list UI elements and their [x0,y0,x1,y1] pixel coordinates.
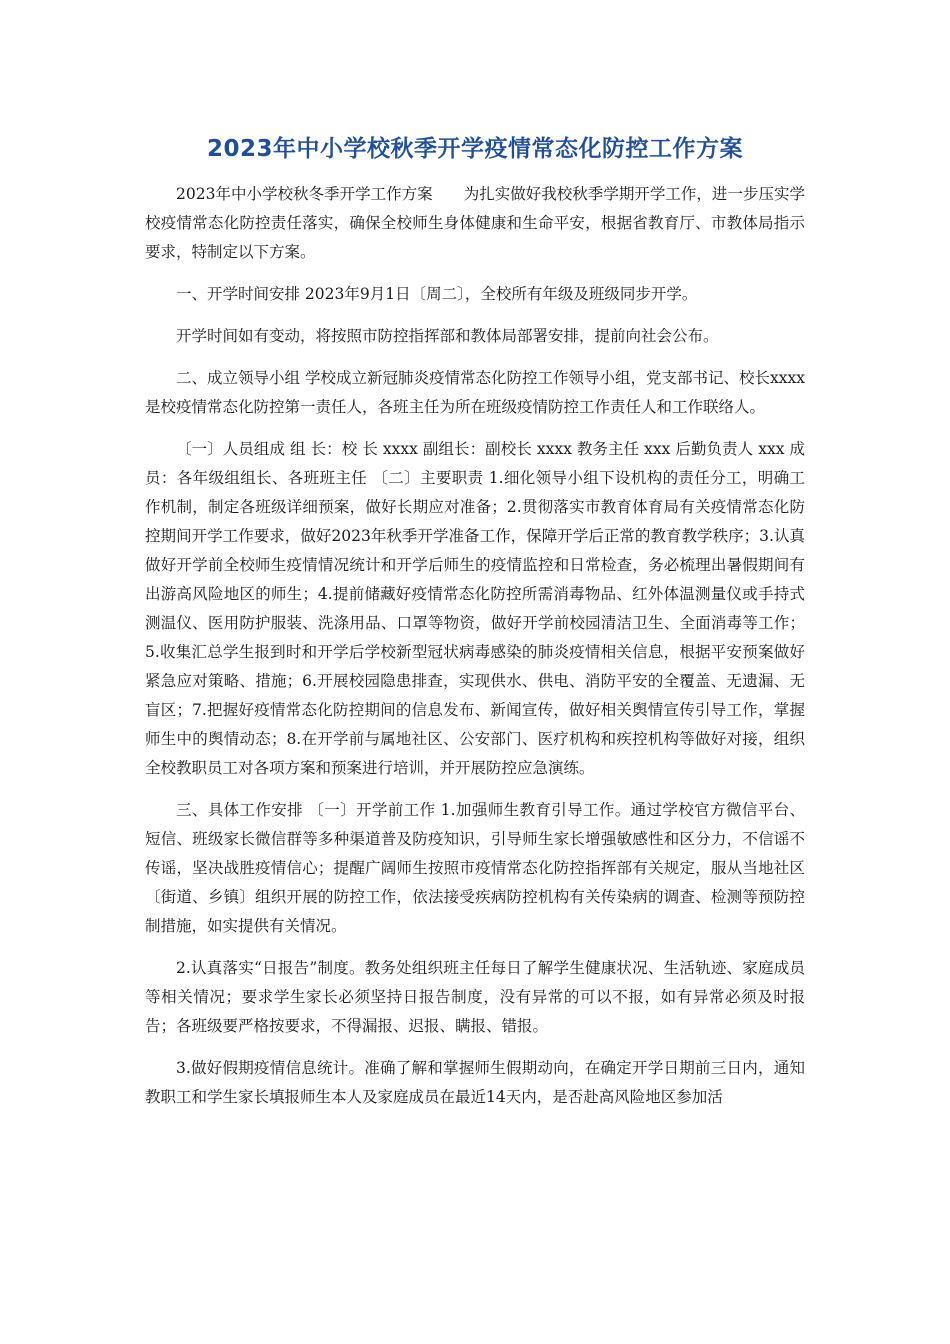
paragraph-holiday-statistics: 3.做好假期疫情信息统计。准确了解和掌握师生假期动向，在确定开学日期前三日内，通知教职工和学生家长填报师生本人及家庭成员在最近14天内，是否赴高风险地区参加活 [145,1059,805,1106]
paragraph-leadership-group: 二、成立领导小组 学校成立新冠肺炎疫情常态化防控工作领导小组，党支部书记、校长xxxx是校疫情常态化防控第一责任人，各班主任为所在班级疫情防控工作责任人和工作联络人。 [145,369,805,416]
paragraph-schedule: 一、开学时间安排 2023年9月1日〔周二〕，全校所有年级及班级同步开学。 [176,285,698,303]
paragraph-schedule-change: 开学时间如有变动，将按照市防控指挥部和教体局部署安排，提前向社会公布。 [176,327,719,345]
paragraph-intro: 2023年中小学校秋冬季开学工作方案 为扎实做好我校秋季学期开学工作，进一步压实学校疫情常态化防控责任落实，确保全校师生身体健康和生命平安，根据省教育厅、市教体局指示要求，特制定以下方案。 [145,185,805,261]
document-title: 2023年中小学校秋季开学疫情常态化防控工作方案 [206,136,743,162]
paragraph-work-arrangement: 三、具体工作安排 〔一〕开学前工作 1.加强师生教育引导工作。通过学校官方微信平台、短信、班级家长微信群等多种渠道普及防疫知识，引导师生家长增强敏感性和区分力，不信谣不传谣，坚决战胜疫情信心；提醒广阔师生按照市疫情常态化防控指挥部有关规定，服从当地社区〔街道、乡镇〕组织开展的防控工作，依法接受疾病防控机构有关传染病的调查、检测等预防控制措施，如实提供有关情况。 [145,801,805,935]
paragraph-daily-report: 2.认真落实“日报告”制度。教务处组织班主任每日了解学生健康状况、生活轨迹、家庭成员等相关情况；要求学生家长必须坚持日报告制度，没有异常的可以不报，如有异常必须及时报告；各班级要严格按要求，不得漏报、迟报、瞒报、错报。 [145,959,805,1035]
paragraph-members-duties: 〔一〕人员组成 组 长：校 长 xxxx 副组长：副校长 xxxx 教务主任 xxx 后勤负责人 xxx 成 员：各年级组组长、各班班主任 〔二〕主要职责 1.细化领导小组下设机构的责任分工，明确工作机制，制定各班级详细预案，做好长期应对准备；2.贯彻落实市教育体育局有关疫情常态化防控期间开学工作要求，做好2023年秋季开学准备工作，保障开学后正常的教育教学秩序；3.认真做好开学前全校师生疫情情况统计和开学后师生的疫情监控和日常检查，务必梳理出暑假期间有出游高风险地区的师生；4.提前储藏好疫情常态化防控所需消毒物品、红外体温测量仪或手持式测温仪、医用防护服装、洗涤用品、口罩等物资，做好开学前校园清洁卫生、全面消毒等工作；5.收集汇总学生报到时和开学后学校新型冠状病毒感染的肺炎疫情相关信息，根据平安预案做好紧急应对策略、措施；6.开展校园隐患排查，实现供水、供电、消防平安的全覆盖、无遗漏、无盲区；7.把握好疫情常态化防控期间的信息发布、新闻宣传，做好相关舆情宣传引导工作，掌握师生中的舆情动态；8.在开学前与属地社区、公安部门、医疗机构和疾控机构等做好对接，组织全校教职员工对各项方案和预案进行培训，并开展防控应急演练。 [145,440,805,777]
document-body [145,180,805,1125]
